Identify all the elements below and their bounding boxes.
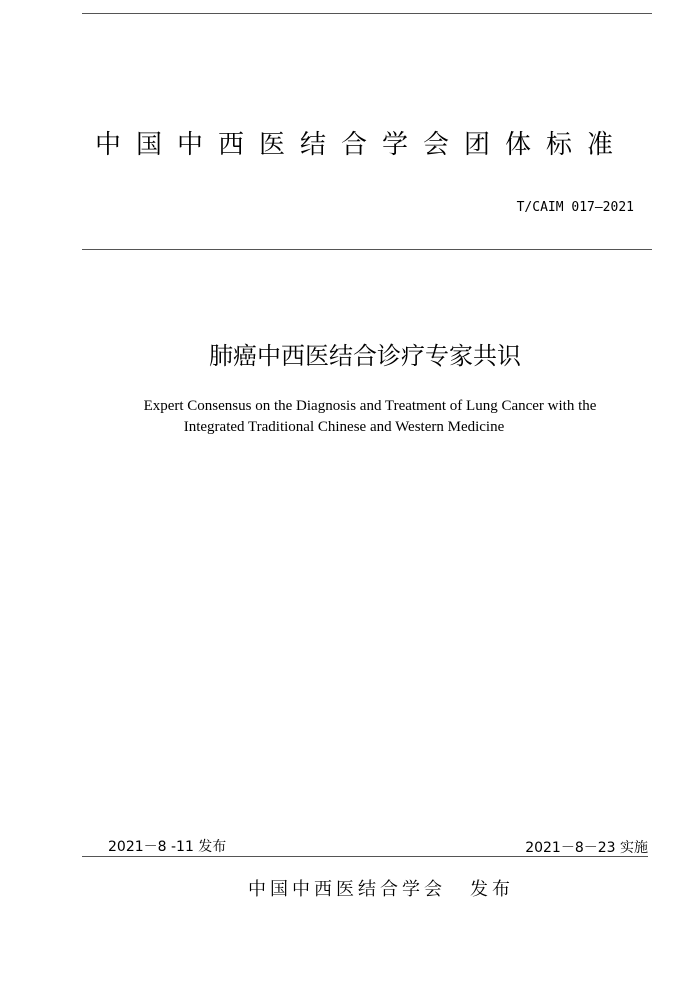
footer-rule [82, 856, 648, 857]
document-title-chinese: 肺癌中西医结合诊疗专家共识 [209, 342, 521, 370]
standard-type-heading: 中国中西医结合学会团体标准 [95, 130, 629, 160]
header-divider [82, 249, 652, 250]
english-title-line-2: Integrated Traditional Chinese and Western Medicine [183, 419, 505, 435]
issue-date: 2021－8 -11 发布 [108, 839, 227, 855]
top-rule [82, 13, 652, 14]
document-title-english [110, 396, 630, 438]
publisher-line [248, 876, 514, 904]
implementation-date: 2021－8－23 实施 [525, 840, 648, 856]
publisher-action: 发布 [470, 879, 514, 900]
publisher-name: 中国中西医结合学会 [248, 879, 446, 900]
standard-code: T/CAIM 017—2021 [516, 200, 634, 215]
english-title-line-1: Expert Consensus on the Diagnosis and Treatment of Lung Cancer with the [143, 398, 597, 414]
